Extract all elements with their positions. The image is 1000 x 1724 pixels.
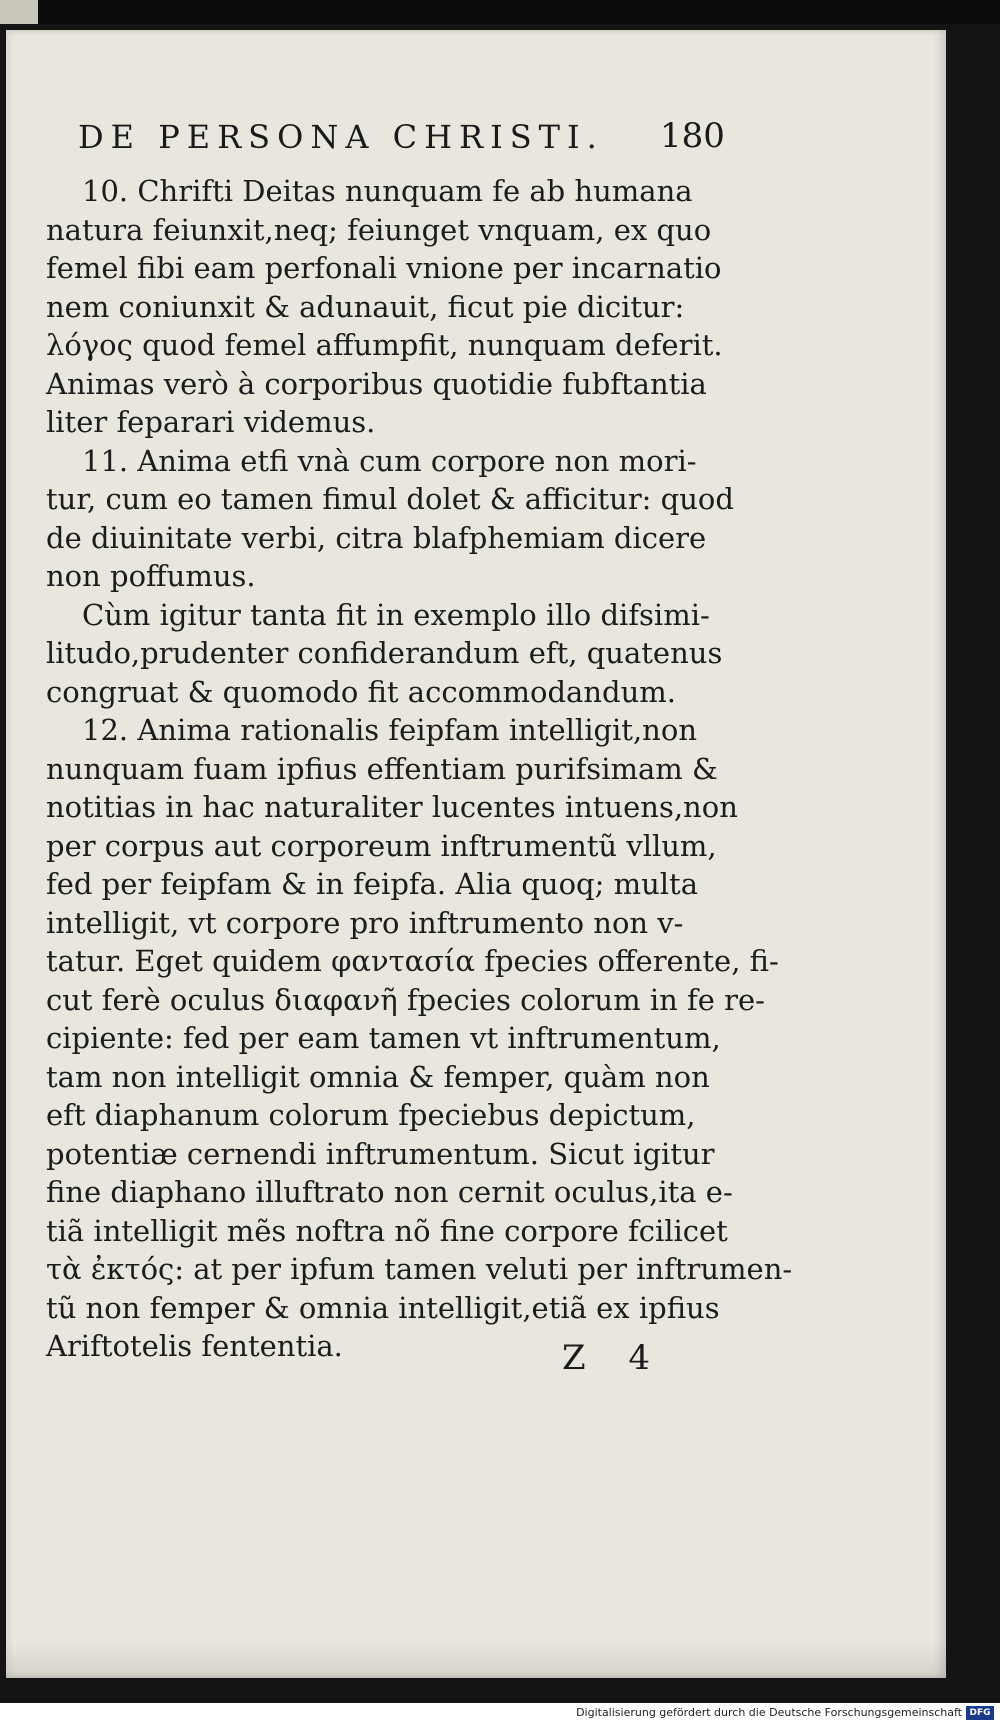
dfg-logo: DFG [966,1706,994,1720]
text-line: non poffumus. [46,559,256,593]
text-line: eft diaphanum colorum fpeciebus depictum, [46,1098,696,1132]
text-line: cipiente: fed per eam tamen vt inftrumentum, [46,1021,721,1055]
text-line: tam non intelligit omnia & femper, quàm non [46,1059,710,1094]
text-line: nunquam fuam ipfius effentiam purifsimam & [46,751,718,786]
text-line: fed per feipfam & in feipfa. Alia quoq; multa [46,867,699,901]
page-number: 180 [660,116,725,156]
text-line: fine diaphano illuftrato non cernit oculus,ita e- [46,1175,733,1209]
page-shadow [6,1642,946,1682]
text-line: Cùm igitur tanta fit in exemplo illo difsimi- [82,597,710,632]
text-line: nem coniunxit & adunauit, ficut pie dicitur: [46,289,685,324]
text-line: natura feiunxit,neq; feiunget vnquam, ex quo [46,212,712,247]
text-line: λόγος quod femel affumpfit, nunquam deferit. [46,328,723,362]
text-line: Animas verò à corporibus quotidie fubftantia [46,366,707,401]
text-line: tatur. Eget quidem φαντασία fpecies offerente, fi- [46,944,779,978]
text-line: per corpus aut corporeum inftrumentũ vllum, [46,828,717,863]
text-line: tũ non femper & omnia intelligit,etiã ex ipfius [46,1290,720,1325]
running-title: DE PERSONA CHRISTI. [78,118,604,156]
text-line: intelligit, vt corpore pro inftrumento non v- [46,905,684,940]
text-line: tur, cum eo tamen fimul dolet & afficitur: quod [46,482,734,516]
text-line: potentiæ cernendi inftrumentum. Sicut igitur [46,1136,715,1171]
scan-top-edge [0,0,1000,24]
text-line: τὰ ἐκτός: at per ipfum tamen veluti per inftrumen- [46,1252,793,1286]
text-line: 12. Anima rationalis feipfam intelligit,non [82,713,697,747]
footer-bar [0,1703,1000,1724]
text-line: litudo,prudenter confiderandum eft, quatenus [46,636,723,670]
text-line: Ariftotelis fententia. [46,1329,343,1363]
text-line: tiã intelligit mẽs noftra nõ fine corpore fcilicet [46,1213,728,1248]
text-line: femel fibi eam perfonali vnione per incarnatio [46,251,722,285]
text-line: de diuinitate verbi, citra blafphemiam dicere [46,520,707,555]
text-line: cut ferè oculus διαφανῆ fpecies colorum in fe re- [46,982,765,1017]
text-line: congruat & quomodo fit accommodandum. [46,674,676,709]
text-line: 10. Chrifti Deitas nunquam fe ab humana [82,174,693,208]
body-text [46,172,793,1366]
funding-credit: Digitalisierung gefördert durch die Deutsche Forschungsgemeinschaft [576,1706,962,1719]
text-line: notitias in hac naturaliter lucentes intuens,non [46,790,738,824]
scan-corner-tab [0,0,38,24]
signature-mark: Z 4 [562,1338,667,1378]
text-line: liter feparari videmus. [46,405,376,439]
text-line: 11. Anima etfi vnà cum corpore non mori- [82,443,697,478]
